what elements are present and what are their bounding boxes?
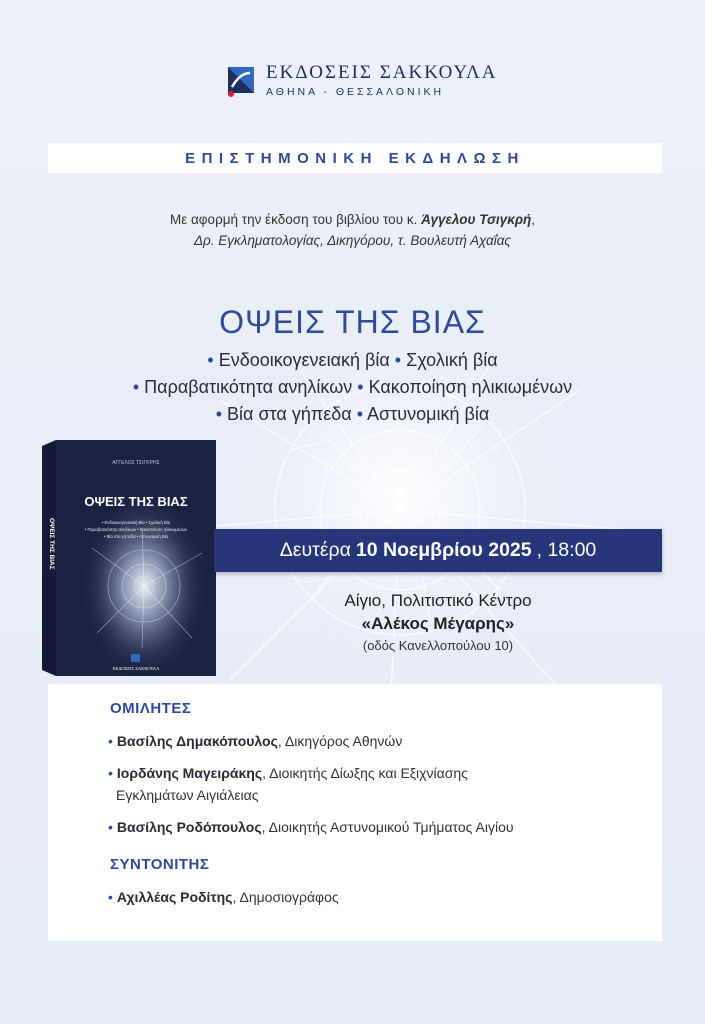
intro-credentials: Δρ. Εγκληματολογίας, Δικηγόρου, τ. Βουλευτή Αχαΐας (194, 233, 511, 248)
event-type-band (48, 143, 662, 173)
book-subtitle-3: • Βία στα γήπεδα • Αστυνομική Βία (103, 534, 169, 539)
event-date: 10 Νοεμβρίου 2025 (355, 539, 532, 561)
book-cover-image (42, 438, 218, 678)
moderator-role: , Δημοσιογράφος (232, 889, 339, 905)
book-subtitle-1: • Ενδοοικογενειακή Βία • Σχολική Βία (101, 520, 171, 525)
venue-name: «Αλέκος Μέγαρης» (361, 614, 515, 633)
publisher-name: ΕΚΔΟΣΕΙΣ ΣΑΚΚΟΥΛΑ (266, 62, 498, 83)
event-date-bar (214, 529, 662, 572)
speakers-panel (48, 684, 662, 941)
intro-text (0, 209, 705, 251)
topic-item: Παραβατικότητα ανηλίκων (144, 377, 353, 397)
event-type: ΕΠΙΣΤΗΜΟΝΙΚΗ ΕΚΔΗΛΩΣΗ (185, 149, 525, 167)
publisher-logo (226, 62, 498, 98)
speaker-role: , Διοικητής Αστυνομικού Τμήματος Αιγίου (261, 819, 514, 835)
book-publisher: ΕΚΔΟΣΕΙΣ ΣΑΚΚΟΥΛΑ (112, 666, 160, 671)
venue-address: (οδός Κανελλοπούλου 10) (362, 638, 514, 653)
speaker-role-continued: Εγκλημάτων Αιγιάλειας (116, 787, 259, 803)
moderator-name: Αχιλλέας Ροδίτης (116, 889, 233, 905)
intro-suffix: , (531, 212, 536, 227)
moderator-heading: ΣΥΝΤΟΝΙΤΗΣ (110, 856, 210, 873)
event-title: ΟΨΕΙΣ ΤΗΣ ΒΙΑΣ (219, 304, 486, 340)
venue-block (214, 589, 662, 657)
topic-item: Ενδοοικογενειακή βία (218, 350, 390, 370)
speaker-name: Ιορδάνης Μαγειράκης (116, 765, 263, 781)
event-day: Δευτέρα (279, 539, 351, 561)
speaker-role: , Δικηγόρος Αθηνών (277, 733, 403, 749)
book-author: ΑΓΓΕΛΟΣ ΤΣΙΓΚΡΗΣ (112, 460, 160, 466)
topic-item: Σχολική βία (406, 350, 498, 370)
speaker-name: Βασίλης Ροδόπουλος (116, 819, 262, 835)
topic-item: Βία στα γήπεδα (227, 404, 352, 424)
speaker-name: Βασίλης Δημακόπουλος (116, 733, 278, 749)
speaker-item: • Βασίλης Δημακόπουλος, Δικηγόρος Αθηνών (108, 733, 403, 749)
venue-city: Αίγιο, Πολιτιστικό Κέντρο (344, 591, 532, 610)
speaker-item: • Βασίλης Ροδόπουλος, Διοικητής Αστυνομικού Τμήματος Αιγίου (108, 819, 514, 835)
speaker-role: , Διοικητής Δίωξης και Εξιχνίασης (262, 765, 468, 781)
topic-item: Κακοποίηση ηλικιωμένων (368, 377, 573, 397)
topic-item: Αστυνομική βία (367, 404, 490, 424)
publisher-logo-icon (226, 63, 256, 97)
intro-author: Άγγελου Τσιγκρή (421, 212, 532, 227)
moderator-item: • Αχιλλέας Ροδίτης, Δημοσιογράφος (108, 889, 339, 905)
intro-prefix: Με αφορμή την έκδοση του βιβλίου του κ. (169, 212, 422, 227)
book-subtitle-2: • Παραβατικότητα ανηλίκων • Κακοποίηση ηλικιωμένων (84, 527, 188, 532)
book-spine-text: ΟΨΕΙΣ ΤΗΣ ΒΙΑΣ (48, 518, 55, 570)
topics-list: • Ενδοοικογενειακή βία • Σχολική βία • Παραβατικότητα ανηλίκων • Κακοποίηση ηλικιωμένων • Βία στα γήπεδα • Αστυνομική βία (132, 350, 573, 424)
book-title: ΟΨΕΙΣ ΤΗΣ ΒΙΑΣ (84, 494, 188, 509)
speakers-heading: ΟΜΙΛΗΤΕΣ (110, 700, 192, 717)
publisher-cities: ΑΘΗΝΑ - ΘΕΣΣΑΛΟΝΙΚΗ (266, 86, 445, 98)
speaker-item: • Ιορδάνης Μαγειράκης, Διοικητής Δίωξης και Εξιχνίασης Εγκλημάτων Αιγιάλειας (108, 762, 608, 806)
event-time: , 18:00 (536, 539, 597, 561)
